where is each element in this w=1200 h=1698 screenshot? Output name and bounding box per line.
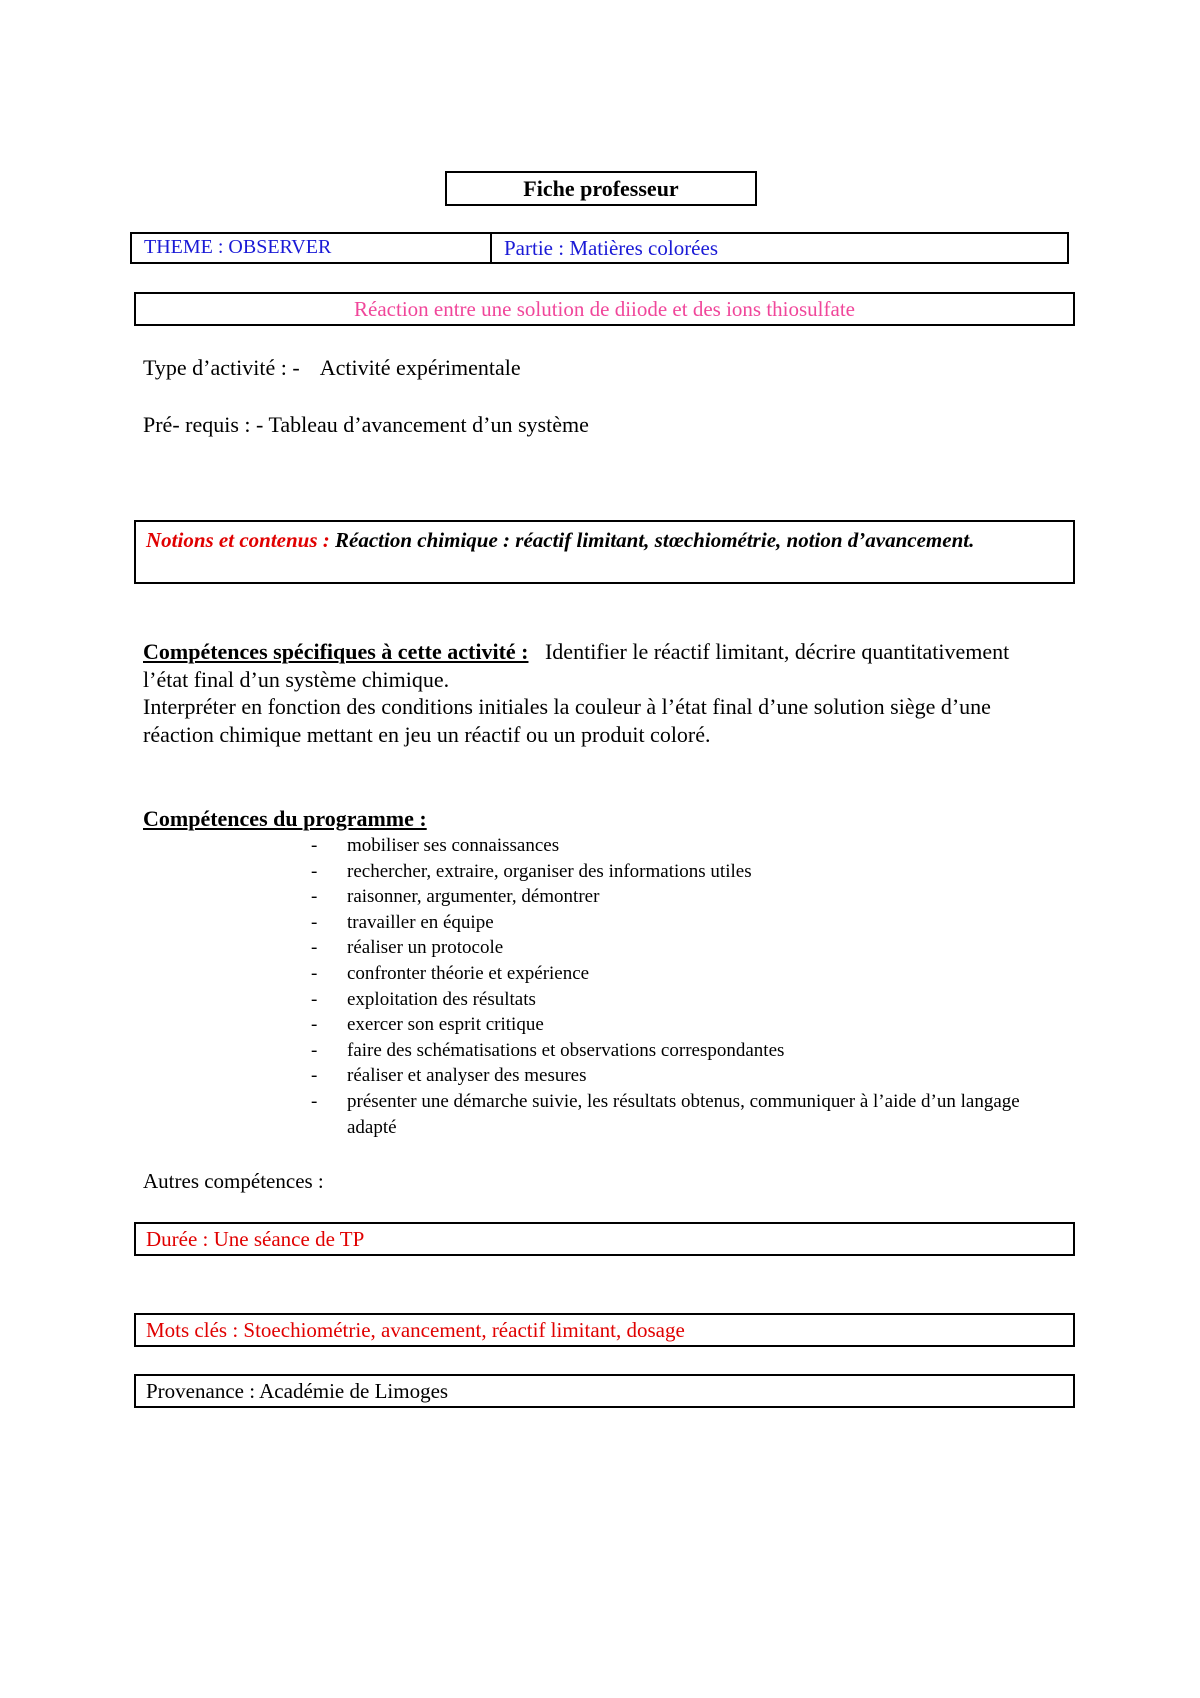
theme-row bbox=[130, 232, 1069, 264]
competences-specifiques-label: Compétences spécifiques à cette activité : bbox=[143, 639, 529, 664]
mots-cles-text: Mots clés : Stoechiométrie, avancement, réactif limitant, dosage bbox=[146, 1318, 685, 1342]
duree-box bbox=[134, 1222, 1075, 1256]
activity-title-box bbox=[134, 292, 1075, 326]
list-item: - exploitation des résultats bbox=[311, 988, 536, 1010]
document-title-box bbox=[445, 171, 757, 206]
list-item: - confronter théorie et expérience bbox=[311, 962, 590, 984]
duree-text: Durée : Une séance de TP bbox=[146, 1227, 365, 1251]
list-item: - présenter une démarche suivie, les résultats obtenus, communiquer à l’aide d’un langage adapté bbox=[311, 1090, 1020, 1138]
list-item: - raisonner, argumenter, démontrer bbox=[311, 886, 600, 908]
activity-title: Réaction entre une solution de diiode et des ions thiosulfate bbox=[354, 297, 855, 321]
notions-label: Notions et contenus : bbox=[146, 528, 330, 552]
document-title: Fiche professeur bbox=[523, 176, 679, 201]
partie-cell: Partie : Matières colorées bbox=[504, 236, 718, 260]
notions-box bbox=[134, 520, 1075, 584]
competences-specifiques-text2: Interpréter en fonction des conditions initiales la couleur à l’état final d’une solution siège d’une réaction chimique mettant en jeu un réactif ou un produit coloré. bbox=[143, 694, 991, 747]
list-item: - rechercher, extraire, organiser des informations utiles bbox=[311, 860, 752, 882]
list-item: - réaliser et analyser des mesures bbox=[311, 1065, 587, 1087]
list-item: - réaliser un protocole bbox=[311, 937, 504, 959]
competences-specifiques-text1: Identifier le réactif limitant, décrire quantitativement l’état final d’un système chimique. bbox=[143, 639, 1010, 692]
list-item: - faire des schématisations et observations correspondantes bbox=[311, 1039, 785, 1061]
mots-cles-box bbox=[134, 1313, 1075, 1347]
competences-programme-title: Compétences du programme : bbox=[143, 806, 427, 831]
theme-cell: THEME : OBSERVER bbox=[132, 234, 492, 262]
autres-competences: Autres compétences : bbox=[143, 1169, 324, 1193]
provenance-text: Provenance : Académie de Limoges bbox=[146, 1379, 449, 1403]
prerequis-line: Pré- requis : - Tableau d’avancement d’un système bbox=[143, 412, 589, 437]
competences-specifiques bbox=[143, 638, 1053, 748]
notions-text: Réaction chimique : réactif limitant, stœchiométrie, notion d’avancement. bbox=[335, 528, 975, 552]
list-item: - travailler en équipe bbox=[311, 911, 494, 933]
provenance-box bbox=[134, 1374, 1075, 1408]
type-activite-value: Activité expérimentale bbox=[319, 355, 521, 380]
type-activite-line bbox=[143, 354, 521, 382]
list-item: - exercer son esprit critique bbox=[311, 1014, 544, 1036]
type-activite-label: Type d’activité : - bbox=[143, 355, 300, 380]
list-item: - mobiliser ses connaissances bbox=[311, 835, 560, 856]
competences-programme-list bbox=[311, 833, 1071, 1140]
